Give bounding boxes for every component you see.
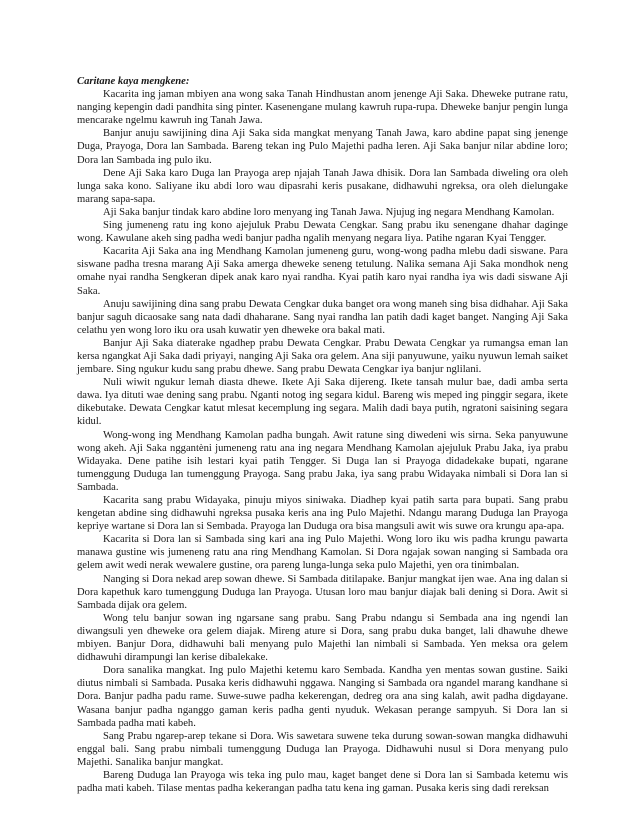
- paragraph: Kacarita si Dora lan si Sambada sing kari ana ing Pulo Majethi. Wong loro iku wis padha krungu pawarta manawa gustine wis jumeneng ratu ana ring Mendhang Kamolan. Si Dora ngajak sowan nanging si Sambada ora gelem awit wedi nerak wewalere gustine, ora pareng lunga-lunga seka pulo Majethi, yen ora tinimbalan.: [77, 534, 568, 572]
- paragraph: Kacarita Aji Saka ana ing Mendhang Kamolan jumeneng guru, wong-wong padha mlebu dadi siswane. Para siswane padha tresna marang Aji Saka amerga dheweke seneng tetulung. Nalika semana Aji Saka mondhok neng omahe nyai randha Sengkeran dipek anak karo nyai randha. Kyai patih karo nyai randha iya wis dadi siswane Aji Saka.: [77, 246, 568, 297]
- paragraph: Dene Aji Saka karo Duga lan Prayoga arep njajah Tanah Jawa dhisik. Dora lan Sambada diweling ora oleh lunga saka kono. Saliyane iku abdi loro wau dipasrahi keris pusakane, didhawuhi ngreksa, ora oleh dielungake marang sapa-sapa.: [77, 167, 568, 205]
- paragraph: Sang Prabu ngarep-arep tekane si Dora. Wis sawetara suwene teka durung sowan-sowan mangka didhawuhi enggal bali. Sang prabu nimbali tumenggung Duduga lan Prayoga. Didhawuhi nusul si Dora menyang pulo Majethi. Sanalika banjur mangkat.: [77, 730, 568, 768]
- paragraph: Banjur anuju sawijining dina Aji Saka sida mangkat menyang Tanah Jawa, karo abdine papat sing jenenge Duga, Prayoga, Dora lan Sambada. Bareng tekan ing Pulo Majethi padha leren. Aji Saka banjur nilar abdine loro; Dora lan Sambada ing pulo iku.: [77, 128, 568, 166]
- paragraph: Bareng Duduga lan Prayoga wis teka ing pulo mau, kaget banget dene si Dora lan si Sambada ketemu wis padha mati kabeh. Tilase mentas padha kekerangan padha tatu kena ing gaman. Pusaka keris sing dadi rereksan: [77, 769, 568, 795]
- document-title: Caritane kaya mengkene:: [77, 76, 190, 87]
- paragraph: Anuju sawijining dina sang prabu Dewata Cengkar duka banget ora wong maneh sing bisa didhahar. Aji Saka banjur saguh dicaosake sang nata dadi dhaharane. Sang nyai randha lan patih dadi kaget banget. Nanging Aji Saka celathu yen wong loro iku ora usah kuwatir yen dheweke ora bakal mati.: [77, 298, 568, 336]
- paragraph: Wong telu banjur sowan ing ngarsane sang prabu. Sang Prabu ndangu si Sembada ana ing ngendi lan diwangsuli yen dheweke ora gelem diajak. Mireng ature si Dora, sang prabu duka banget, lali dhawuhe dhewe mbiyen. Banjur Dora, didhawuhi bali menyang pulo Majethi lan nimbali si Sambada. Yen meksa ora gelem didhawuhi dirampungi lan kerise dibalekake.: [77, 612, 568, 664]
- paragraph: Wong-wong ing Mendhang Kamolan padha bungah. Awit ratune sing diwedeni wis sirna. Seka panyuwune wong akeh. Aji Saka nggantèni jumeneng ratu ana ing negara Mendhang Kamolan ajejuluk Prabu Jaka, iya prabu Widayaka. Dene patihe isih lestari kyai patih Tengger. Si Duga lan si Prayoga didadekake bupati, ngarane tumenggung Duduga lan tumenggung Prayoga. Sang prabu Jaka, iya sang prabu Widayaka nimbali si Dora lan si Sambada.: [77, 429, 568, 493]
- document-page: [77, 75, 568, 795]
- paragraph: Banjur Aji Saka diaterake ngadhep prabu Dewata Cengkar. Prabu Dewata Cengkar ya rumangsa eman lan kersa ngangkat Aji Saka dadi priyayi, nanging Aji Saka ora gelem. Ana siji panyuwune, yaiku nyuwun lemah saiket jembare. Sing ngukur kudu sang prabu dhewe. Sang prabu Dewata Cengkar iya banjur nglilani.: [77, 337, 568, 376]
- paragraph: Kacarita ing jaman mbiyen ana wong saka Tanah Hindhustan anom jenenge Aji Saka. Dheweke putrane ratu, nanging kepengin dadi pandhita sing pinter. Kasenengane mulang kawruh rupa-rupa. Dheweke banjur pengin lunga mencarake ngelmu kawruh ing Tanah Jawa.: [77, 89, 568, 127]
- paragraph: Sing jumeneng ratu ing kono ajejuluk Prabu Dewata Cengkar. Sang prabu iku senengane dhahar daginge wong. Kawulane akeh sing padha wedi banjur padha ngalih menyang negara liya. Patihe ngaran Kyai Tengger.: [77, 220, 568, 245]
- paragraph: Dora sanalika mangkat. Ing pulo Majethi ketemu karo Sembada. Kandha yen mentas sowan gustine. Saiki diutus nimbali si Sambada. Pusaka keris didhawuhi nggawa. Nanging si Sambada ora ngandel marang kandhane si Dora. Banjur padha padu rame. Suwe-suwe padha kekerengan, dedreg ora ana sing kalah, awit padha digdayane. Wasana banjur padha nganggo gaman keris padha genti nyuduk. Wekasan perange sampyuh. Si Dora lan si Sambada padha mati kabeh.: [77, 665, 568, 729]
- paragraph: Nanging si Dora nekad arep sowan dhewe. Si Sambada ditilapake. Banjur mangkat ijen wae. Ana ing dalan si Dora kapethuk karo tumenggung Duduga lan Prayoga. Utusan loro mau banjur diajak bali dening si Dora. Awit si Sambada dijak ora gelem.: [77, 573, 568, 611]
- paragraph: Kacarita sang prabu Widayaka, pinuju miyos siniwaka. Diadhep kyai patih sarta para bupati. Sang prabu kengetan abdine sing didhawuhi ngreksa pusaka keris ana ing Pulo Majethi. Ndangu marang Duduga lan Prayoga kepriye wartane si Dora lan si Sembada. Prayoga lan Duduga ora bisa mangsuli awit wis suwe ora krungu apa-apa.: [77, 495, 568, 533]
- paragraph: Nuli wiwit ngukur lemah diasta dhewe. Ikete Aji Saka dijereng. Ikete tansah mulur bae, dadi amba serta dawa. Iya dituti wae dening sang prabu. Nganti notog ing segara kidul. Bareng wis meped ing pinggir segara, ikete dikebutake. Dewata Cengkar katut mlesat kecemplung ing segara. Malih dadi baya putih, ngratoni saisining segara kidul.: [77, 377, 568, 428]
- paragraph: Aji Saka banjur tindak karo abdine loro menyang ing Tanah Jawa. Njujug ing negara Mendhang Kamolan.: [103, 206, 555, 218]
